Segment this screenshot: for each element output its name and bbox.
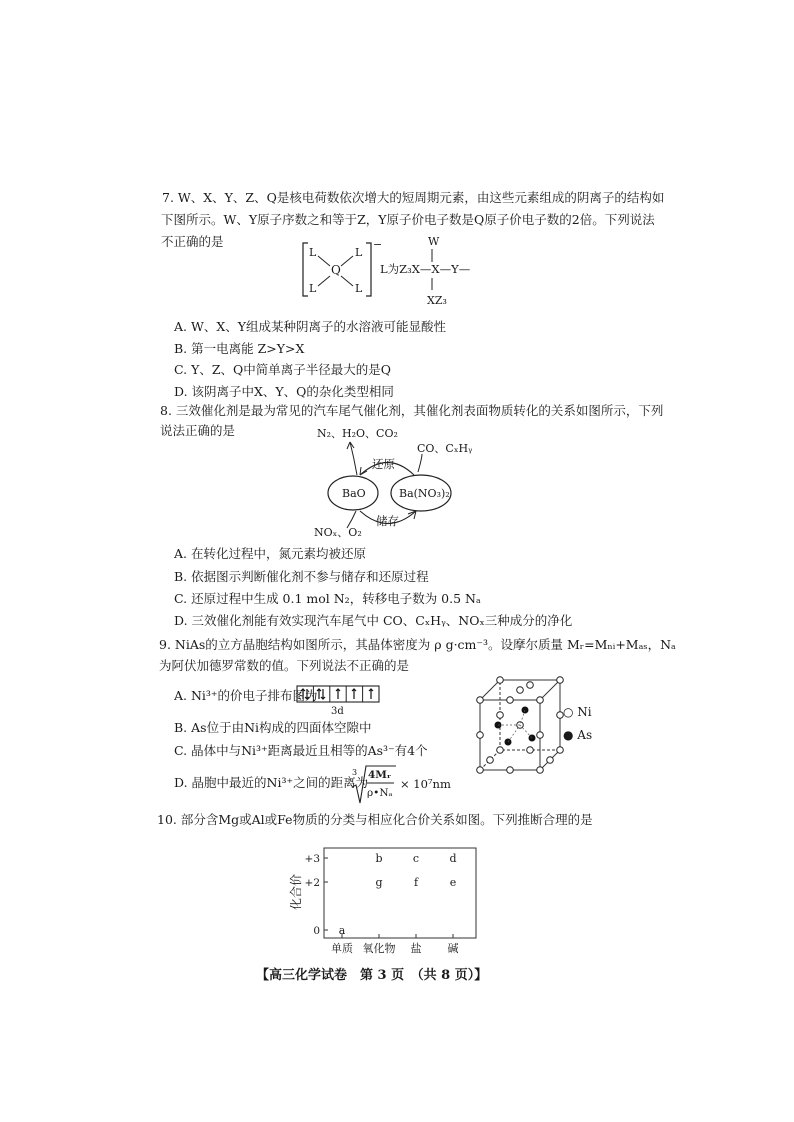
q9-option-d-formula — [350, 763, 470, 807]
q8-option-c: C. 还原过程中生成 0.1 mol N₂，转移电子数为 0.5 Nₐ — [174, 591, 481, 606]
point-g: g — [375, 876, 383, 889]
q8-reactants-bottom: NOₓ、O₂ — [314, 526, 362, 539]
point-e: e — [449, 876, 457, 889]
q9-orbital-diagram — [297, 686, 387, 716]
q8-label-reduce: 还原 — [372, 457, 395, 471]
q9-stem-line1: 9. NiAs的立方晶胞结构如图所示，其晶体密度为 ρ g·cm⁻³。设摩尔质量 Mᵣ=Mₙᵢ+Mₐₛ，Nₐ — [159, 637, 676, 652]
q8-reactants-top: CO、CₓHᵧ — [417, 442, 473, 455]
ni-atom — [487, 757, 494, 764]
ni-atom — [477, 732, 484, 739]
q9-stem-line2: 为阿伏加德罗常数的值。下列说法不正确的是 — [159, 658, 410, 673]
q7-ligand-bl: L — [309, 282, 317, 295]
q8-products-top: N₂、H₂O、CO₂ — [317, 427, 398, 440]
q7-option-c: C. Y、Z、Q中简单离子半径最大的是Q — [174, 362, 391, 377]
point-a: a — [338, 924, 346, 937]
ni-atom — [557, 747, 564, 754]
q7-bottom-xz3: XZ₃ — [427, 294, 447, 307]
ni-atom — [497, 747, 504, 754]
ni-atom — [527, 682, 534, 689]
q7-stem-line1: 7. W、X、Y、Z、Q是核电荷数依次增大的短周期元素，由这些元素组成的阴离子的结构如 — [162, 190, 665, 205]
ni-atom — [547, 757, 554, 764]
ni-atom — [527, 747, 534, 754]
q10-valence-chart — [286, 840, 486, 960]
q8-catalyst-cycle — [310, 420, 500, 545]
q7-option-b: B. 第一电离能 Z>Y>X — [174, 341, 305, 356]
q9-option-c: C. 晶体中与Ni³⁺距离最近且相等的As³⁻有4个 — [174, 743, 428, 758]
x-tick-label: 碱 — [447, 942, 459, 955]
y-axis-label: 化合价 — [289, 873, 303, 911]
q8-option-a: A. 在转化过程中，氮元素均被还原 — [174, 546, 366, 561]
q9-legend-as: ● As — [563, 728, 593, 742]
point-f: f — [413, 876, 419, 889]
q7-option-a: A. W、X、Y组成某种阴离子的水溶液可能显酸性 — [174, 319, 446, 334]
q8-node-bao: BaO — [342, 487, 366, 500]
q8-stem-line2: 说法正确的是 — [160, 423, 236, 438]
ni-atom — [507, 697, 514, 704]
point-d: d — [449, 852, 457, 865]
q9-nias-unit-cell — [470, 670, 630, 780]
ni-atom — [517, 687, 524, 694]
point-b: b — [375, 852, 383, 865]
q7-ligand-tr: L — [355, 246, 363, 259]
x-tick-label: 氧化物 — [362, 942, 396, 955]
ni-atom — [537, 732, 544, 739]
ni-atom — [537, 767, 544, 774]
ni-atom — [497, 712, 504, 719]
q8-label-store: 储存 — [376, 514, 399, 528]
q8-node-ba-no3: Ba(NO₃)₂ — [399, 487, 450, 500]
x-tick-label: 单质 — [331, 942, 353, 955]
cell-edge — [540, 680, 560, 700]
q9-fraction-den: ρ•Nₐ — [367, 787, 393, 799]
ni-atom — [497, 677, 504, 684]
q9-fraction-num: 4Mᵣ — [368, 769, 392, 781]
q7-option-d: D. 该阴离子中X、Y、Q的杂化类型相同 — [174, 384, 394, 399]
q7-stem-line2: 下图所示。W、Y原子序数之和等于Z，Y原子价电子数是Q原子价电子数的2倍。下列说法 — [161, 212, 655, 227]
q9-orbital-label: 3d — [331, 706, 344, 717]
q7-stem-line3: 不正确的是 — [161, 234, 224, 249]
y-tick-label: +2 — [304, 877, 320, 889]
page-footer: 【高三化学试卷 第 3 页 （共 8 页）】 — [256, 968, 488, 983]
x-tick-label: 盐 — [410, 942, 422, 955]
q9-option-d-suffix: × 10⁷nm — [400, 777, 451, 791]
q9-root-index: 3 — [352, 768, 358, 777]
q7-charge: − — [373, 238, 383, 251]
ni-atom — [537, 697, 544, 704]
ni-atom — [477, 697, 484, 704]
y-tick-label: 0 — [313, 925, 320, 937]
q9-option-b: B. As位于由Ni构成的四面体空隙中 — [174, 720, 372, 735]
q7-center-q: Q — [331, 263, 341, 277]
ni-atom — [477, 767, 484, 774]
q10-stem: 10. 部分含Mg或Al或Fe物质的分类与相应化合价关系如图。下列推断合理的是 — [157, 812, 593, 827]
q8-option-d: D. 三效催化剂能有效实现汽车尾气中 CO、CₓHᵧ、NOₓ三种成分的净化 — [174, 613, 573, 628]
point-c: c — [412, 852, 420, 865]
cell-edge — [480, 680, 500, 700]
q8-stem-line1: 8. 三效催化剂是最为常见的汽车尾气催化剂，其催化剂表面物质转化的关系如图所示，下列 — [160, 403, 664, 418]
q9-option-a: A. Ni³⁺的价电子排布图为 — [174, 688, 318, 703]
q7-top-w: W — [428, 235, 440, 248]
q8-option-b: B. 依据图示判断催化剂不参与储存和还原过程 — [174, 569, 429, 584]
ni-atom — [557, 677, 564, 684]
q9-option-d-prefix: D. 晶胞中最近的Ni³⁺之间的距离为 — [174, 775, 369, 790]
q9-legend-ni: ○ Ni — [563, 705, 592, 719]
y-tick-label: +3 — [304, 853, 320, 865]
q7-anion-structure — [300, 235, 500, 310]
q7-l-definition: L为Z₃X—X—Y— — [380, 262, 471, 276]
ni-atom — [507, 767, 514, 774]
q7-ligand-tl: L — [309, 246, 317, 259]
q7-ligand-br: L — [355, 282, 363, 295]
